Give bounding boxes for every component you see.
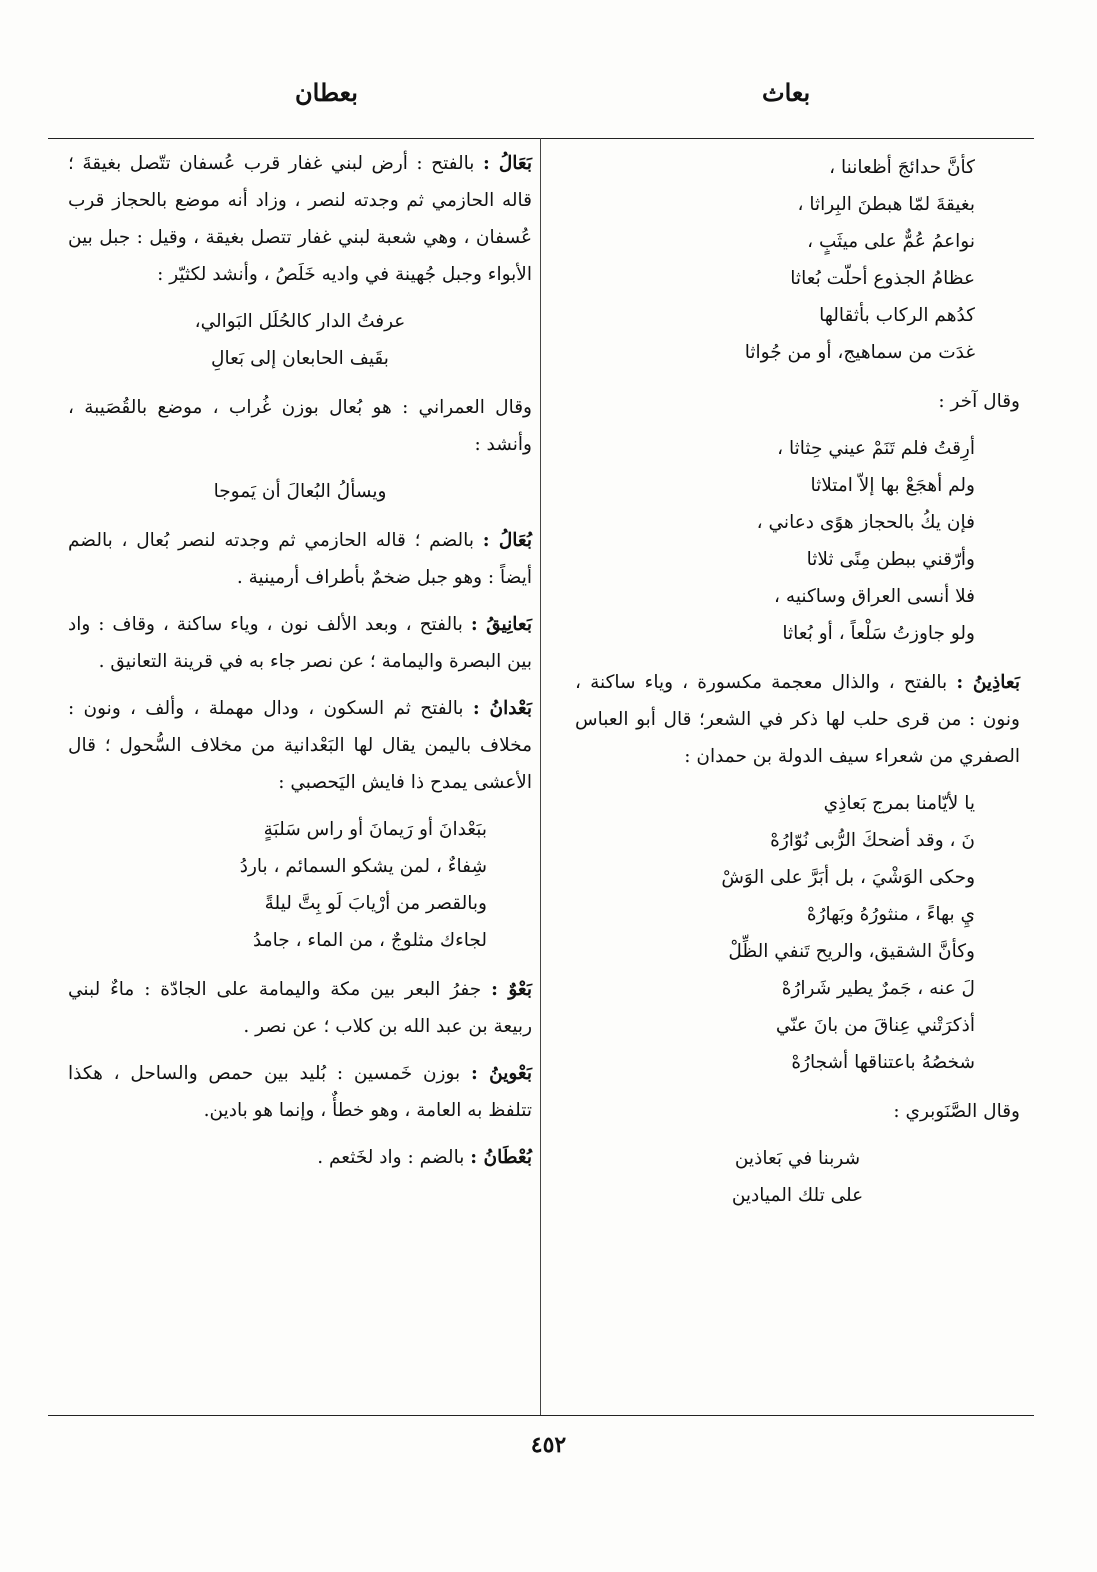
poem-line: شربنا في بَعاذين [734,1148,861,1169]
dictionary-entry [68,1055,532,1129]
prose-paragraph: وقال العمراني : هو بُعال بوزن غُراب ، موضع بالقُصَيبة ، وأنشد : [68,397,532,455]
poem-line: وحكى الوَشْيَ ، بل أبَرَّ على الوَشْ [721,867,975,888]
entry-text: بالفتح ثم السكون ، ودال مهملة ، وألف ، ونون : مخلاف باليمن يقال لها البَعْدانية من مخلاف السُّحول ؛ قال الأعشى يمدح ذا فايش اليَحصبي : [68,698,532,793]
poem-line: على تلك الميادين [731,1185,864,1206]
entry-headword: بُعْطَانُ : [470,1147,532,1168]
poem-line: لَ عنه ، جَمرٌ يطير شَرارُهْ [781,978,975,999]
poem-line: ويسألُ البُعالَ أن يَموجا [213,481,387,502]
dictionary-entry [68,606,532,680]
dictionary-entry [68,1139,532,1176]
entry-text: بالفتح : أرض لبني غفار قرب عُسفان تتّصل بغيقةَ ؛ قاله الحازمي ثم وجدته لنصر ، وزاد أنه موضع بالحجاز قرب عُسفان ، وهي شعبة لبني غفار تتصل بغيقة ، وقيل : جبل بين الأبواء وجبل جُهينة في واديه خَلَصُ ، وأنشد لكثيّر : [68,153,532,285]
poem-line: نَ ، وقد أضحكَ الرُّبى نُوّارُهْ [770,830,975,851]
entry-headword: بَعْدانُ : [472,698,533,719]
dictionary-entry [68,971,532,1045]
entry-text: جفرُ البعر بين مكة واليمامة على الجادّة : ماءٌ لبني ربيعة بن عبد الله بن كلاب ؛ عن نصر . [68,979,532,1037]
poem-line: عرفتُ الدار كالحُلَل البَوالي، [194,311,406,332]
poem-block [575,149,1020,371]
column-divider [540,138,541,1415]
poem-line: عظامُ الجذوع أحلّت بُعاثا [790,268,975,289]
page-number: ٤٥٢ [530,1432,567,1458]
poem-line: كأنَّ حدائجَ أظعاننا ، [829,157,975,178]
poem-line: ببَعْدانَ أو رَيمانَ أو راس سَلبَةٍ [263,819,487,840]
poem-line: شِفاءٌ ، لمن يشكو السمائم ، باردُ [239,856,487,877]
poem-line: بغيقةَ لمّا هبطنَ البِراثا ، [797,194,975,215]
entry-headword: بَعْوٌ : [491,979,532,1000]
poem-line: يا لأيّامنا بمرج بَعاذِي [823,793,975,814]
running-head-right: بعاث [762,78,811,107]
dictionary-entry [68,690,532,801]
entry-text: بالفتح ، والذال معجمة مكسورة ، وياء ساكنة ، ونون : من قرى حلب لها ذكر في الشعر؛ قال أبو العباس الصفري من شعراء سيف الدولة بن حمدان : [575,672,1020,767]
dictionary-entry [68,522,532,596]
entry-text: بالضم ؛ قاله الحازمي ثم وجدته لنصر بُعال ، بالضم أيضاً : وهو جبل ضخمٌ بأطراف أرمينية . [68,530,532,588]
entry-headword: بَعاذِينُ : [956,672,1020,693]
poem-line: أرِقتُ فلم تَنَمْ عيني حِثاثا ، [777,438,975,459]
dictionary-entry [68,145,532,293]
poem-block [575,430,1020,652]
entry-headword: بُعَالُ : [482,530,533,551]
poem-line: وأرّقني ببطن مِنًى ثلاثا [806,549,975,570]
right-column [575,145,1020,1226]
poem-line: يِ بهاءً ، منثورُهُ وبَهارُهْ [806,904,975,925]
poem-line: فلا أنسى العراق وساكنيه ، [774,586,975,607]
verse-intro: وقال آخر : [938,391,1020,412]
poem-block [575,1140,1020,1214]
footer-rule [48,1415,1034,1416]
entry-text: بوزن خَمسين : بُليد بين حمص والساحل ، هكذا تتلفظ به العامة ، وهو خطأٌ ، وإنما هو بادين. [68,1063,532,1121]
running-head-left: بعطان [295,78,358,107]
poem-line: وكأنَّ الشقيق، والريح تَنفي الظِّلْ [728,941,975,962]
poem-line: كدُهم الركاب بأثقالها [819,305,975,326]
entry-headword: بَعَالُ : [482,153,532,174]
poem-line: بقَيف الحابعان إلى بَعالِ [211,348,389,369]
poem-line: غدَت من سماهيج، أو من جُواثا [744,342,975,363]
dictionary-entry [575,664,1020,775]
entry-headword: بَعانِيقُ : [470,614,532,635]
poem-line: شخصُهُ باعتناقها أشجارُهْ [791,1052,975,1073]
poem-block [68,473,532,510]
header-rule [48,138,1034,139]
entry-text: بالضم : واد لخَثعم . [317,1147,465,1168]
entry-text: بالفتح ، وبعد الألف نون ، وياء ساكنة ، وقاف : واد بين البصرة واليمامة ؛ عن نصر جاء به في قرينة التعانيق . [68,614,532,672]
poem-block [575,785,1020,1081]
poem-line: نواعمُ عُمٌّ على ميثَبٍ ، [807,231,975,252]
poem-line: وبالقصر من أرْيابَ لَو بِتَّ ليلةً [264,893,487,914]
verse-intro: وقال الصَّنَوبري : [893,1101,1020,1122]
poem-line: ولو جاوزتُ سَلْعاً ، أو بُعاثا [782,623,975,644]
left-column [68,145,532,1186]
poem-line: ولم أهجَعْ بها إلاّ امتلاثا [810,475,975,496]
poem-line: فإن يكُ بالحجاز هوًى دعاني ، [756,512,975,533]
poem-block [68,811,532,959]
poem-line: أذكرَتْني عِناقَ من بانَ عنّي [775,1015,975,1036]
poem-block [68,303,532,377]
poem-line: لجاءك مثلوجٌ ، من الماء ، جامدُ [253,930,487,951]
entry-headword: بَعْوينُ : [470,1063,532,1084]
